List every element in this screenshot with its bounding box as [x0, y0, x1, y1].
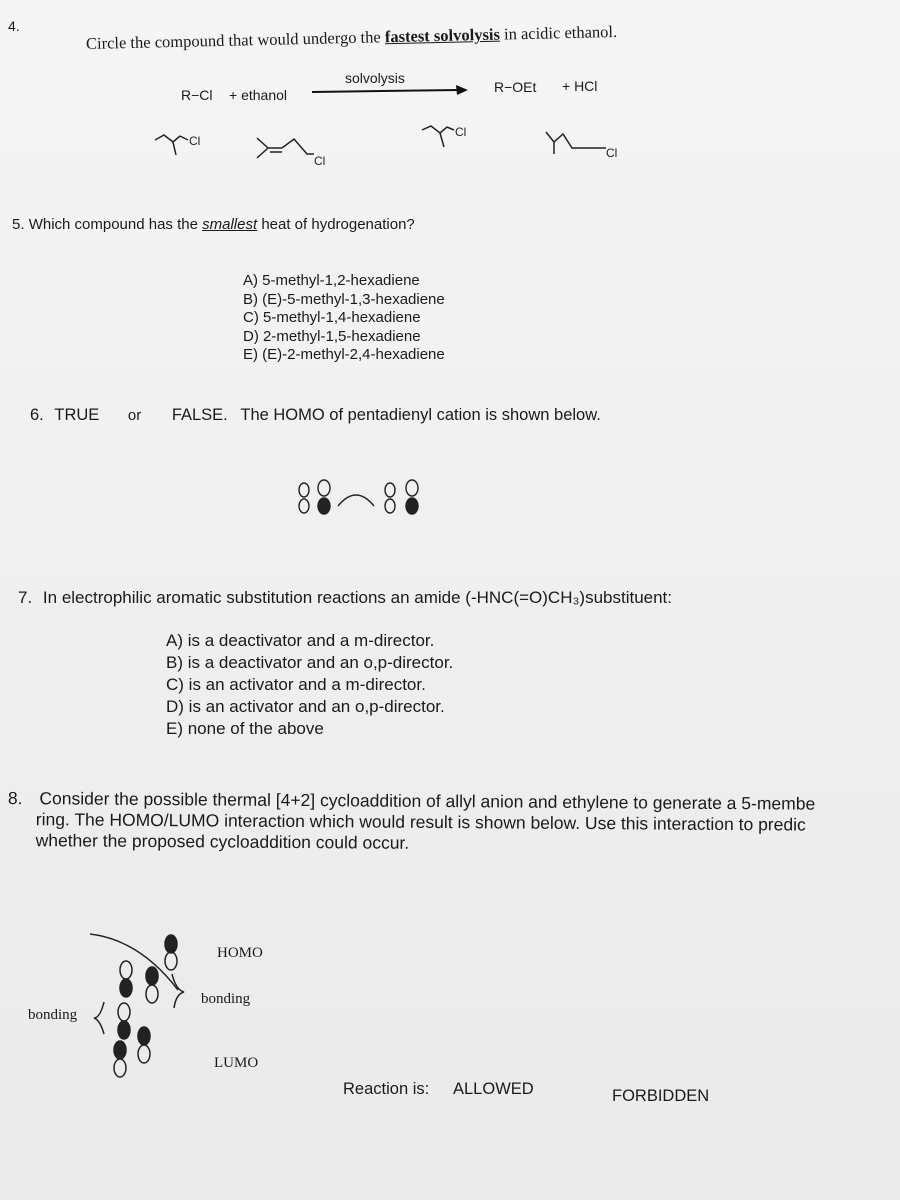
molecule-1-cl-label: Cl — [189, 134, 201, 148]
question-5-option-e[interactable]: E) (E)-2-methyl-2,4-hexadiene — [243, 346, 445, 363]
question-5-option-a[interactable]: A) 5-methyl-1,2-hexadiene — [243, 272, 420, 289]
question-7-prompt — [18, 588, 672, 608]
true-option[interactable]: TRUE — [54, 406, 100, 424]
question-7-option-a[interactable]: A) is a deactivator and a m-director. — [166, 631, 435, 650]
question-7-option-e[interactable]: E) none of the above — [166, 719, 324, 738]
homo-lumo-orbital-diagram — [80, 930, 210, 1080]
lumo-label: LUMO — [214, 1055, 259, 1071]
question-6-statement: The HOMO of pentadienyl cation is shown below. — [240, 406, 601, 424]
molecule-4-cl-label: Cl — [606, 146, 618, 160]
false-option[interactable]: FALSE. — [171, 406, 228, 424]
question-4-prompt-start: Circle the compound that would undergo the — [85, 27, 381, 53]
question-8-number: 8. — [7, 788, 23, 809]
question-5-prompt-start: Which compound has the — [28, 216, 198, 233]
pentadienyl-homo-orbitals — [294, 478, 444, 520]
bonding-label-left: bonding — [28, 1007, 78, 1023]
question-7-options — [166, 630, 453, 740]
molecule-2-structure[interactable] — [250, 130, 360, 172]
homo-label: HOMO — [217, 945, 263, 961]
question-6-number: 6. — [30, 406, 44, 424]
question-8-line-2: ring. The HOMO/LUMO interaction which would result is shown below. Use this interaction to predic — [35, 809, 806, 835]
molecule-1-structure[interactable] — [152, 128, 232, 164]
forbidden-option[interactable]: FORBIDDEN — [612, 1087, 710, 1105]
question-5-option-c[interactable]: C) 5-methyl-1,4-hexadiene — [243, 309, 421, 326]
reaction-arrow — [310, 84, 470, 98]
question-8-line-1: Consider the possible thermal [4+2] cycloaddition of allyl anion and ethylene to generate a 5-membe — [39, 788, 816, 814]
bonding-label-right: bonding — [201, 991, 251, 1007]
question-7-option-b[interactable]: B) is a deactivator and an o,p-director. — [166, 653, 454, 672]
question-5-option-d[interactable]: D) 2-methyl-1,5-hexadiene — [243, 327, 421, 345]
reaction-is-label: Reaction is: — [343, 1080, 430, 1098]
question-7-option-d[interactable]: D) is an activator and an o,p-director. — [166, 697, 445, 716]
allowed-option[interactable]: ALLOWED — [453, 1080, 534, 1098]
question-4-prompt-end: in acidic ethanol. — [503, 21, 618, 44]
question-7-number: 7. — [18, 588, 33, 607]
question-5-prompt-end: heat of hydrogenation? — [261, 216, 415, 233]
question-7-text: In electrophilic aromatic substitution reactions an amide (-HNC(=O)CH₃)substituent: — [42, 588, 673, 607]
question-5-option-b[interactable]: B) (E)-5-methyl-1,3-hexadiene — [243, 290, 445, 308]
question-5-number: 5. — [12, 216, 25, 233]
question-6-prompt — [30, 406, 601, 425]
question-4-emphasis: fastest solvolysis — [384, 24, 501, 47]
molecule-2-cl-label: Cl — [314, 154, 326, 168]
arrow-label-solvolysis: solvolysis — [345, 70, 405, 86]
molecule-4-structure[interactable] — [540, 126, 630, 166]
question-8-line-3: whether the proposed cycloaddition could occur. — [35, 830, 410, 853]
question-5-options — [243, 272, 445, 365]
molecule-3-cl-label: Cl — [455, 125, 467, 139]
plus-hcl: + HCl — [562, 78, 598, 94]
question-4-prompt — [86, 22, 618, 54]
or-label: or — [127, 407, 142, 424]
question-7-option-c[interactable]: C) is an activator and a m-director. — [166, 675, 426, 694]
reactant-rcl: R−Cl — [181, 87, 213, 103]
product-roet: R−OEt — [494, 79, 537, 95]
question-5-emphasis: smallest — [202, 216, 258, 233]
question-5-prompt — [12, 216, 415, 233]
question-8-prompt — [8, 788, 816, 857]
question-4-number: 4. — [8, 18, 20, 34]
molecule-3-structure[interactable] — [418, 118, 498, 154]
plus-ethanol: + ethanol — [229, 87, 287, 103]
